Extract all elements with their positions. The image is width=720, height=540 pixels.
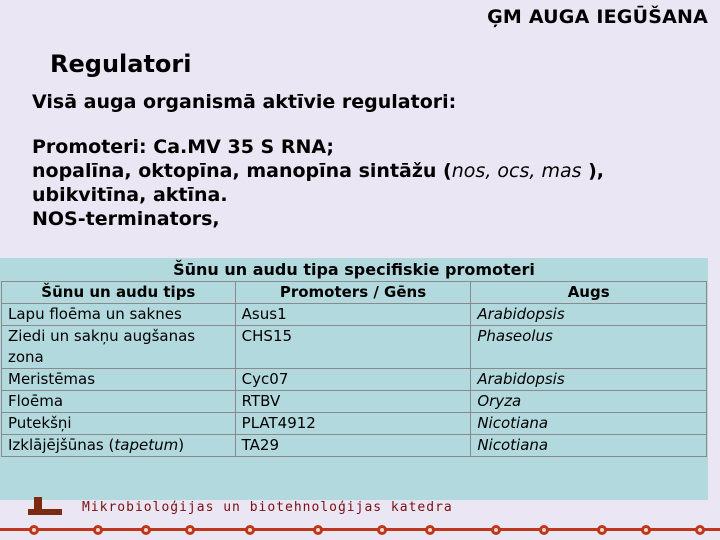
- promoters-line-2: [32, 159, 604, 183]
- column-header-promoter: Promoters / Gēns: [235, 282, 471, 304]
- promoter-cell: PLAT4912: [235, 413, 471, 435]
- table-row: [2, 413, 707, 435]
- plant-cell: Arabidopsis: [471, 369, 707, 391]
- promoters-table: [1, 281, 707, 457]
- intro-text: Visā auga organismā aktīvie regulatori:: [32, 91, 457, 113]
- tissue-cell: Putekšņi: [2, 413, 236, 435]
- table-row: [2, 369, 707, 391]
- promoters-line-2-suffix: ),: [581, 160, 605, 182]
- promoter-cell: Cyc07: [235, 369, 471, 391]
- promoters-line-3: ubikvitīna, aktīna.: [32, 184, 228, 206]
- tissue-cell: Lapu floēma un saknes: [2, 304, 236, 326]
- department-logo-icon: [28, 497, 62, 517]
- column-header-tissue: Šūnu un audu tips: [2, 282, 236, 304]
- promoters-line-1: Promoteri: Ca.MV 35 S RNA;: [32, 136, 335, 158]
- promoter-cell: Asus1: [235, 304, 471, 326]
- plant-cell: Nicotiana: [471, 435, 707, 457]
- promoters-line-4: NOS-terminators,: [32, 208, 220, 230]
- tissue-cell: Ziedi un sakņu augšanas zona: [2, 326, 236, 369]
- promoter-cell: RTBV: [235, 391, 471, 413]
- table-row: [2, 391, 707, 413]
- tissue-cell: [2, 435, 236, 457]
- header-title: ĢM AUGA IEGŪŠANA: [487, 6, 708, 28]
- tissue-cell: Meristēmas: [2, 369, 236, 391]
- promoter-cell: TA29: [235, 435, 471, 457]
- table-row: [2, 304, 707, 326]
- footer-department: Mikrobioloģijas un biotehnoloģijas katedra: [82, 500, 453, 515]
- table-header-row: [2, 282, 707, 304]
- promoters-list: [32, 135, 604, 231]
- table-row: [2, 435, 707, 457]
- plant-cell: Arabidopsis: [471, 304, 707, 326]
- column-header-plant: Augs: [471, 282, 707, 304]
- plant-cell: Nicotiana: [471, 413, 707, 435]
- section-title: Regulatori: [50, 50, 192, 78]
- promoter-cell: CHS15: [235, 326, 471, 369]
- tissue-prefix: Izklājējšūnas (: [8, 436, 115, 454]
- tissue-suffix: ): [178, 436, 185, 454]
- table-row: [2, 326, 707, 369]
- plant-cell: Phaseolus: [471, 326, 707, 369]
- decorative-border-strip: [0, 520, 720, 540]
- table-caption: Šūnu un audu tipa specifiskie promoteri: [173, 260, 535, 279]
- tissue-latin-term: tapetum: [114, 436, 179, 454]
- plant-cell: Oryza: [471, 391, 707, 413]
- promoters-line-2-prefix: nopalīna, oktopīna, manopīna sintāžu (: [32, 160, 452, 182]
- promoters-line-2-genes: nos, ocs, mas: [451, 160, 582, 182]
- tissue-cell: Floēma: [2, 391, 236, 413]
